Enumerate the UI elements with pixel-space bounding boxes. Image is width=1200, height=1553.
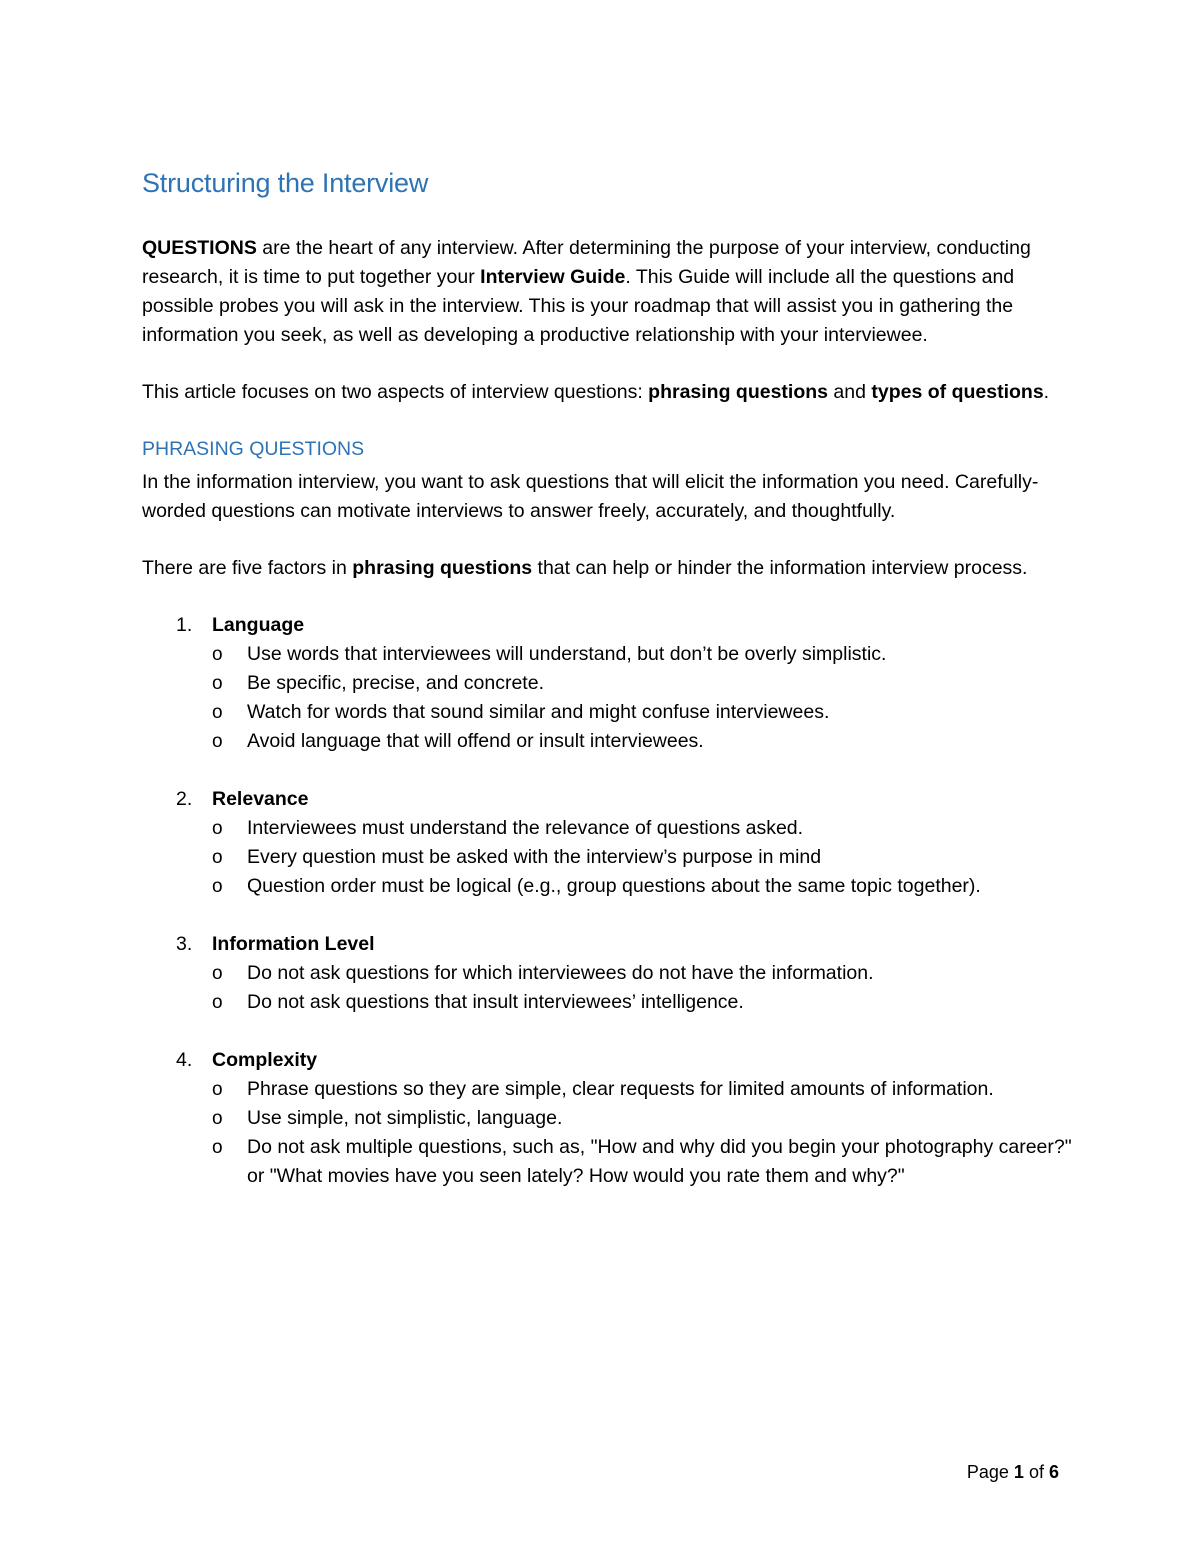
sub-list-item — [212, 843, 1072, 872]
factor-item — [142, 930, 1072, 1017]
section-heading: PHRASING QUESTIONS — [142, 438, 365, 460]
factor-number: 3. — [176, 933, 193, 955]
sub-item-text: Do not ask questions for which interviewees do not have the information. — [247, 962, 874, 984]
sub-item-text: Question order must be logical (e.g., group questions about the same topic together). — [247, 875, 981, 897]
sub-item-text: Do not ask questions that insult interviewees’ intelligence. — [247, 991, 744, 1013]
circle-bullet-icon: o — [212, 992, 223, 1013]
sub-item-text: Every question must be asked with the interview’s purpose in mind — [247, 846, 822, 868]
factor-sublist — [212, 959, 1072, 1017]
sub-item-text: Phrase questions so they are simple, clear requests for limited amounts of information. — [247, 1078, 994, 1100]
text-run: and — [828, 381, 872, 403]
factor-item — [142, 611, 1072, 756]
circle-bullet-icon: o — [212, 963, 223, 984]
sub-list-item — [212, 1075, 1072, 1104]
sub-item-text: Be specific, precise, and concrete. — [247, 672, 544, 694]
sub-item-text: Avoid language that will offend or insult interviewees. — [247, 730, 704, 752]
text-run: . This Guide will include all the questions and possible probes you will ask in the interview. This is your roadmap that will assist you in gathering the information you seek, as well as developing a productive relationship with your interviewee. — [142, 266, 1015, 346]
circle-bullet-icon: o — [212, 1108, 223, 1129]
factor-item — [142, 785, 1072, 901]
of-word: of — [1028, 1462, 1044, 1482]
sub-list-item — [212, 698, 1072, 727]
sub-list-item — [212, 1133, 1072, 1191]
factor-number: 1. — [176, 614, 193, 636]
bold-text-run: types of questions — [871, 381, 1044, 403]
sub-item-text: Interviewees must understand the relevance of questions asked. — [247, 817, 804, 839]
factor-sublist — [212, 1075, 1072, 1191]
bold-text-run: Interview Guide — [480, 266, 626, 288]
bold-text-run: phrasing questions — [648, 381, 829, 403]
sub-list-item — [212, 988, 1072, 1017]
page-word: Page — [966, 1462, 1009, 1482]
page-total: 6 — [1048, 1462, 1059, 1482]
page-current: 1 — [1013, 1462, 1024, 1482]
circle-bullet-icon: o — [212, 731, 223, 752]
sub-item-text: Use words that interviewees will understand, but don’t be overly simplistic. — [247, 643, 887, 665]
sub-list-item — [212, 669, 1072, 698]
factor-label: Language — [212, 614, 305, 636]
circle-bullet-icon: o — [212, 818, 223, 839]
sub-list-item — [212, 959, 1072, 988]
sub-list-item — [212, 872, 1072, 901]
sub-list-item — [212, 640, 1072, 669]
factor-number: 2. — [176, 788, 193, 810]
factor-label: Relevance — [212, 788, 309, 810]
sub-list-item — [212, 1104, 1072, 1133]
document-title: Structuring the Interview — [142, 168, 429, 198]
page-footer — [967, 1460, 1059, 1484]
bold-text-run: QUESTIONS — [142, 237, 257, 259]
section-paragraph-2 — [142, 554, 1072, 583]
text-run: are the heart of any interview. After determining the purpose of your interview, conducting research, it is time to put together your — [142, 237, 1031, 288]
sub-item-text: Do not ask multiple questions, such as, "How and why did you begin your photography career?" or "What movies have you seen lately? How would you rate them and why?" — [247, 1136, 1072, 1187]
sub-item-text: Watch for words that sound similar and might confuse interviewees. — [247, 701, 830, 723]
sub-list-item — [212, 814, 1072, 843]
factor-sublist — [212, 640, 1072, 756]
circle-bullet-icon: o — [212, 1079, 223, 1100]
intro-paragraph-1 — [142, 234, 1072, 350]
intro-paragraph-2 — [142, 378, 1072, 407]
factor-number: 4. — [176, 1049, 193, 1071]
factor-item — [142, 1046, 1072, 1191]
circle-bullet-icon: o — [212, 1137, 223, 1158]
text-run: In the information interview, you want to ask questions that will elicit the information you need. Carefully-worded questions can motivate interviews to answer freely, accurately, and thoughtfully. — [142, 471, 1039, 522]
bold-text-run: phrasing questions — [352, 557, 533, 579]
factor-label: Information Level — [212, 933, 375, 955]
page-content — [142, 168, 1072, 1191]
text-run: that can help or hinder the information interview process. — [532, 557, 1028, 579]
circle-bullet-icon: o — [212, 673, 223, 694]
text-run: . — [1043, 381, 1050, 403]
factor-sublist — [212, 814, 1072, 901]
factor-label: Complexity — [212, 1049, 318, 1071]
text-run: There are five factors in — [142, 557, 353, 579]
sub-item-text: Use simple, not simplistic, language. — [247, 1107, 563, 1129]
circle-bullet-icon: o — [212, 644, 223, 665]
sub-list-item — [212, 727, 1072, 756]
circle-bullet-icon: o — [212, 847, 223, 868]
circle-bullet-icon: o — [212, 876, 223, 897]
circle-bullet-icon: o — [212, 702, 223, 723]
text-run: This article focuses on two aspects of interview questions: — [142, 381, 649, 403]
section-paragraph-1 — [142, 468, 1072, 526]
factors-list — [142, 611, 1072, 1191]
